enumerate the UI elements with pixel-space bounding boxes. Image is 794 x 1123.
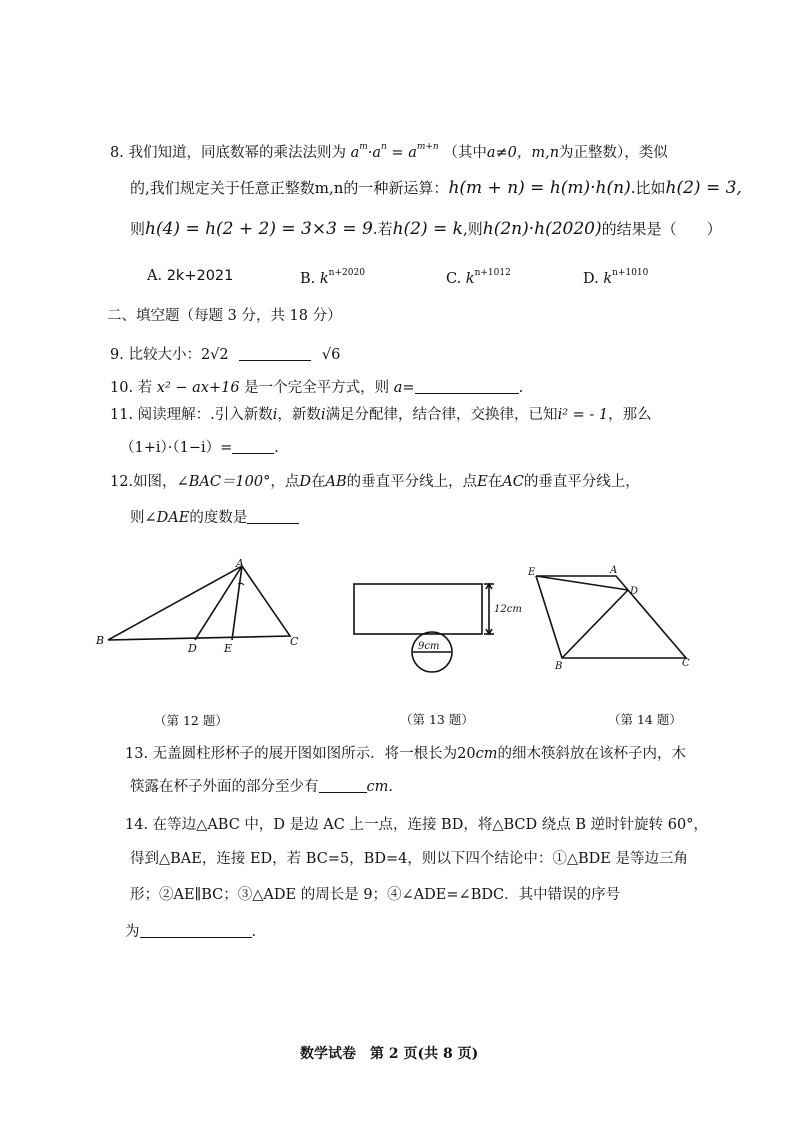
option-c: C. $k^{n+1012}$ (446, 268, 511, 287)
q8-line-1: 8. 我们知道，同底数幂的乘法法则为 $a^m\cdot a^n = a^{m+n}$ （其中a≠0，m,n为正整数），类似 (110, 142, 668, 161)
option-a: A. 2k+2021 (147, 268, 234, 284)
q11-line-1: 11. 阅读理解：.引入新数i，新数i满足分配律，结合律，交换律，已知i² = - 1，那么 (110, 407, 652, 423)
cup-side-rect (354, 584, 482, 634)
answer-blank[interactable] (247, 509, 299, 524)
q13-line-1: 13. 无盖圆柱形杯子的展开图如图所示．将一根长为20cm的细木筷斜放在该杯子内，木 (125, 746, 686, 762)
answer-blank[interactable] (319, 778, 367, 793)
q8-line-3: 则h(4) = h(2 + 2) = 3×3 = 9.若h(2) = k,则h(2n)·h(2020)的结果是（ ） (130, 219, 722, 239)
label-c: C (290, 635, 299, 648)
answer-blank[interactable] (415, 379, 519, 394)
answer-blank[interactable] (239, 346, 311, 361)
option-d: D. $k^{n+1010}$ (583, 268, 649, 287)
figure-12 (92, 556, 312, 666)
q8-line-2: 的,我们规定关于任意正整数m,n的一种新运算：h(m + n) = h(m)·h(n).比如h(2) = 3, (130, 178, 742, 198)
figure-13 (346, 572, 526, 692)
figure-12-caption: （第 12 题） (154, 713, 228, 728)
segment-ad (195, 566, 242, 640)
label-a: A (236, 557, 244, 570)
q13-line-2: 筷露在杯子外面的部分至少有 cm. (130, 779, 393, 795)
label-d: D (188, 642, 197, 655)
label-c: C (682, 658, 690, 669)
q12-line-1: 12.如图，∠BAC＝100°，点D在AB的垂直平分线上，点E在AC的垂直平分线上， (110, 474, 640, 490)
label-e: E (224, 642, 233, 655)
label-a: A (610, 565, 618, 576)
answer-blank[interactable] (140, 923, 252, 938)
question-number: 8. (110, 145, 124, 161)
quadrilateral (536, 576, 686, 658)
q12-line-2: 则∠DAE的度数是 (130, 508, 299, 528)
q9-line: 9. 比较大小：2√2 √6 (110, 347, 341, 363)
figure-14-caption: （第 14 题） (608, 712, 682, 727)
segment-ae (232, 566, 242, 640)
q14-line-1: 14. 在等边△ABC 中，D 是边 AC 上一点，连接 BD，将△BCD 绕点 B 逆时针旋转 60°， (125, 817, 708, 833)
page-footer: 数学试卷 第 2 页(共 8 页) (300, 1046, 479, 1062)
q14-line-3: 形；②AE∥BC；③△ADE 的周长是 9；④∠ADE=∠BDC．其中错误的序号 (130, 887, 621, 903)
option-b: B. $k^{n+2020}$ (300, 268, 365, 287)
q14-line-2: 得到△BAE，连接 ED，若 BC=5，BD=4，则以下四个结论中：①△BDE 是等边三角 (130, 851, 688, 867)
q10-line: 10. 若 x² − ax+16 是一个完全平方式，则 a= . (110, 380, 524, 396)
segment-bd (562, 590, 628, 658)
triangle-abc (108, 566, 290, 640)
q11-line-2: （1+i）·（1−i）= . (120, 440, 279, 456)
q14-line-4: 为 . (125, 924, 257, 940)
section-heading: 二、填空题（每题 3 分，共 18 分） (107, 308, 342, 324)
label-b: B (96, 634, 105, 647)
answer-blank[interactable] (232, 439, 274, 454)
figure-14 (522, 562, 702, 672)
height-label: 12cm (494, 604, 522, 615)
diameter-label: 9cm (418, 641, 440, 652)
label-d: D (630, 586, 639, 597)
figure-13-caption: （第 13 题） (400, 712, 474, 727)
power-rule-formula: $a^m\cdot a^n = a^{m+n}$ (350, 142, 439, 161)
segment-ed (536, 576, 628, 590)
label-b: B (555, 661, 563, 672)
label-e: E (528, 567, 536, 578)
